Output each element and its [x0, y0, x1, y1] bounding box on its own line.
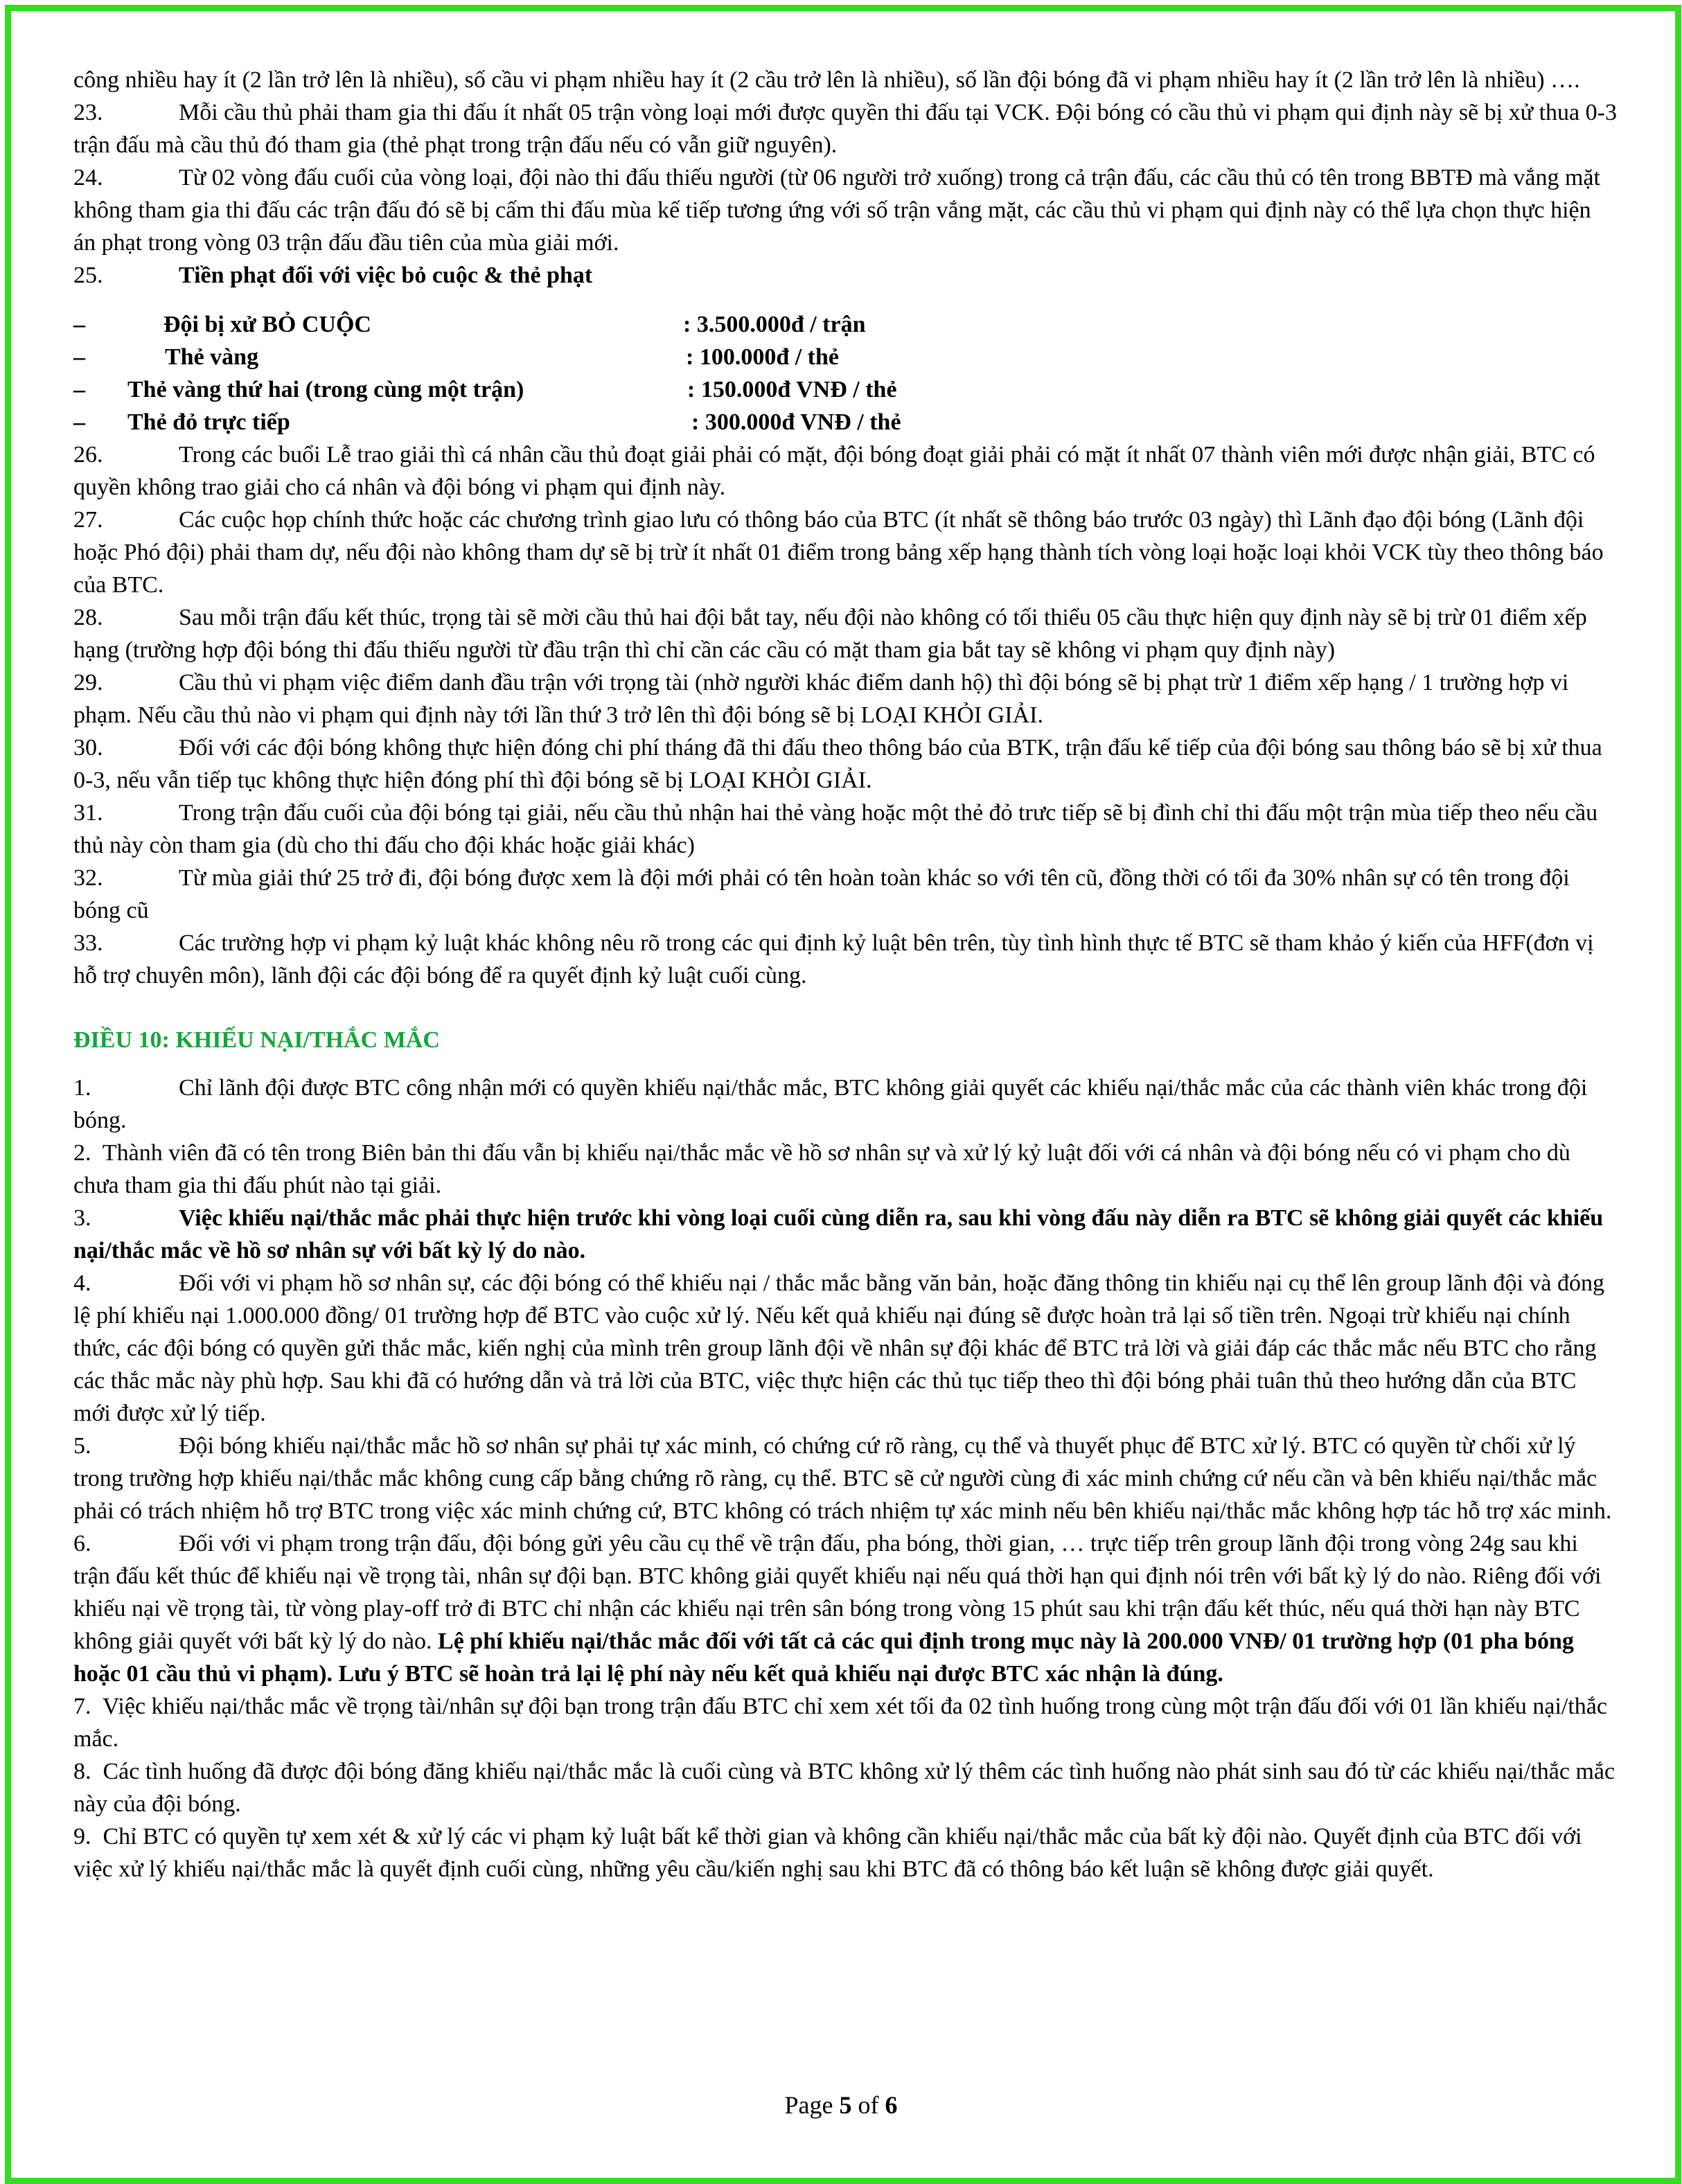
- complaint-9: 9. Chỉ BTC có quyền tự xem xét & xử lý các vi phạm kỷ luật bất kể thời gian và không cần khiếu nại/thắc mắc của bất kỳ đội nào. Quyết định của BTC đối với việc xử lý khiếu nại/thắc mắc là quyết định cuối cùng, những yêu cầu/kiến nghị sau khi BTC đã có thông báo kết luận sẽ không được giải quyết.: [73, 1824, 1582, 1882]
- rule-30: 30. Đối với các đội bóng không thực hiện đóng chi phí tháng đã thi đấu theo thông báo của BTK, trận đấu kế tiếp của đội bóng sau thông báo sẽ bị xử thua 0-3, nếu vẫn tiếp tục không thực hiện đóng phí thì đội bóng sẽ bị LOẠI KHỎI GIẢI.: [73, 735, 1602, 793]
- footer-page-label: Page: [784, 2091, 833, 2119]
- footer-current-page: 5: [839, 2091, 852, 2119]
- complaint-6-fee-note: Lệ phí khiếu nại/thắc mắc đối với tất cả các qui định trong mục này là 200.000 VNĐ/ 01 trường hợp (01 pha bóng hoặc 01 cầu thủ vi phạm). Lưu ý BTC sẽ hoàn trả lại lệ phí này nếu kết quả khiếu nại được BTC xác nhận là đúng.: [73, 1628, 1574, 1687]
- rule-23: 23. Mỗi cầu thủ phải tham gia thi đấu ít nhất 05 trận vòng loại mới được quyền thi đấu tại VCK. Đội bóng có cầu thủ vi phạm qui định này sẽ bị xử thua 0-3 trận đấu mà cầu thủ đó tham gia (thẻ phạt trong trận đấu nếu có vẫn giữ nguyên).: [73, 100, 1617, 158]
- complaint-8: 8. Các tình huống đã được đội bóng đăng khiếu nại/thắc mắc là cuối cùng và BTC không xử lý thêm các tình huống nào phát sinh sau đó từ các khiếu nại/thắc mắc này của đội bóng.: [73, 1759, 1615, 1817]
- fee-list: [73, 308, 1618, 438]
- complaint-5: 5. Đội bóng khiếu nại/thắc mắc hồ sơ nhân sự phải tự xác minh, có chứng cứ rõ ràng, cụ thể và thuyết phục để BTC xử lý. BTC có quyền từ chối xử lý trong trường hợp khiếu nại/thắc mắc không cung cấp bằng chứng rõ ràng, cụ thể. BTC sẽ cử người cùng đi xác minh chứng cứ nếu cần và bên khiếu nại/thắc mắc phải có trách nhiệm hỗ trợ BTC trong việc xác minh chứng cứ, BTC không có trách nhiệm tự xác minh nếu bên khiếu nại/thắc mắc không hợp tác hỗ trợ xác minh.: [73, 1433, 1612, 1524]
- rule-32: 32. Từ mùa giải thứ 25 trở đi, đội bóng được xem là đội mới phải có tên hoàn toàn khác so với tên cũ, đồng thời có tối đa 30% nhân sự có tên trong đội bóng cũ: [73, 865, 1570, 923]
- document-body: [73, 64, 1618, 1885]
- rule-28: 28. Sau mỗi trận đấu kết thúc, trọng tài sẽ mời cầu thủ hai đội bắt tay, nếu đội nào không có tối thiểu 05 cầu thực hiện quy định này sẽ bị trừ 01 điểm xếp hạng (trường hợp đội bóng thi đấu thiếu người từ đầu trận thì chỉ cần các cầu có mặt tham gia bắt tay sẽ không vi phạm quy định này): [73, 605, 1587, 663]
- complaint-1: 1. Chỉ lãnh đội được BTC công nhận mới có quyền khiếu nại/thắc mắc, BTC không giải quyết các khiếu nại/thắc mắc của các thành viên khác trong đội bóng.: [73, 1075, 1588, 1133]
- section-heading: ĐIỀU 10: KHIẾU NẠI/THẮC MẮC: [73, 1027, 440, 1053]
- complaint-4: 4. Đối với vi phạm hồ sơ nhân sự, các đội bóng có thể khiếu nại / thắc mắc bằng văn bản, hoặc đăng thông tin khiếu nại cụ thể lên group lãnh đội và đóng lệ phí khiếu nại 1.000.000 đồng/ 01 trường hợp để BTC vào cuộc xử lý. Nếu kết quả khiếu nại đúng sẽ được hoàn trả lại số tiền trên. Ngoại trừ khiếu nại chính thức, các đội bóng có quyền gửi thắc mắc, kiến nghị của mình trên group lãnh đội về nhân sự đội khác để BTC trả lời và giải đáp các thắc mắc nếu BTC cho rằng các thắc mắc này phù hợp. Sau khi đã có hướng dẫn và trả lời của BTC, việc thực hiện các thủ tục tiếp theo thì đội bóng phải tuân thủ theo hướng dẫn của BTC mới được xử lý tiếp.: [73, 1270, 1605, 1426]
- complaint-7: 7. Việc khiếu nại/thắc mắc về trọng tài/nhân sự đội bạn trong trận đấu BTC chỉ xem xét tối đa 02 tình huống trong cùng một trận đấu đối với 01 lần khiếu nại/thắc mắc.: [73, 1694, 1607, 1752]
- rule-29: 29. Cầu thủ vi phạm việc điểm danh đầu trận với trọng tài (nhờ người khác điểm danh hộ) thì đội bóng sẽ bị phạt trừ 1 điểm xếp hạng / 1 trường hợp vi phạm. Nếu cầu thủ nào vi phạm qui định này tới lần thứ 3 trở lên thì đội bóng sẽ bị LOẠI KHỎI GIẢI.: [73, 670, 1569, 728]
- page-footer: [0, 2090, 1682, 2120]
- complaint-3: 3. Việc khiếu nại/thắc mắc phải thực hiện trước khi vòng loại cuối cùng diễn ra, sau khi vòng đấu này diễn ra BTC sẽ không giải quyết các khiếu nại/thắc mắc về hồ sơ nhân sự với bất kỳ lý do nào.: [73, 1205, 1604, 1263]
- complaint-6: 6. Đối với vi phạm trong trận đấu, đội bóng gửi yêu cầu cụ thể về trận đấu, pha bóng, thời gian, … trực tiếp trên group lãnh đội trong vòng 24g sau khi trận đấu kết thúc để khiếu nại về trọng tài, nhân sự đội bạn. BTC không giải quyết khiếu nại nếu quá thời hạn qui định nói trên với bất kỳ lý do nào. Riêng đối với khiếu nại về trọng tài, từ vòng play-off trở đi BTC chỉ nhận các khiếu nại trên sân bóng trong vòng 15 phút sau khi trận đấu kết thúc, nếu quá thời hạn này BTC không giải quyết với bất kỳ lý do nào. Lệ phí khiếu nại/thắc mắc đối với tất cả các qui định trong mục này là 200.000 VNĐ/ 01 trường hợp (01 pha bóng hoặc 01 cầu thủ vi phạm). Lưu ý BTC sẽ hoàn trả lại lệ phí này nếu kết quả khiếu nại được BTC xác nhận là đúng.: [73, 1531, 1602, 1687]
- fee-row-red: – Thẻ đỏ trực tiếp : 300.000đ VNĐ / thẻ: [73, 409, 901, 435]
- fee-row-second-yellow: – Thẻ vàng thứ hai (trong cùng một trận) : 150.000đ VNĐ / thẻ: [73, 377, 897, 402]
- footer-of: of: [858, 2091, 879, 2119]
- intro-paragraph: công nhiều hay ít (2 lần trở lên là nhiều), số cầu vi phạm nhiều hay ít (2 cầu trở lên là nhiều), số lần đội bóng đã vi phạm nhiều hay ít (2 lần trở lên là nhiều) ….: [73, 67, 1580, 93]
- rule-25: 25. Tiền phạt đối với việc bỏ cuộc & thẻ phạt: [73, 263, 593, 288]
- footer-total-pages: 6: [885, 2091, 898, 2119]
- rule-27: 27. Các cuộc họp chính thức hoặc các chương trình giao lưu có thông báo của BTC (ít nhất sẽ thông báo trước 03 ngày) thì Lãnh đạo đội bóng (Lãnh đội hoặc Phó đội) phải tham dự, nếu đội nào không tham dự sẽ bị trừ ít nhất 01 điểm trong bảng xếp hạng thành tích vòng loại hoặc loại khỏi VCK tùy theo thông báo của BTC.: [73, 507, 1604, 598]
- fee-row-yellow: – Thẻ vàng : 100.000đ / thẻ: [73, 344, 839, 370]
- rule-26: 26. Trong các buổi Lễ trao giải thì cá nhân cầu thủ đoạt giải phải có mặt, đội bóng đoạt giải phải có mặt ít nhất 07 thành viên mới được nhận giải, BTC có quyền không trao giải cho cá nhân và đội bóng vi phạm qui định này.: [73, 442, 1595, 500]
- complaint-2: 2. Thành viên đã có tên trong Biên bản thi đấu vẫn bị khiếu nại/thắc mắc về hồ sơ nhân sự và xử lý kỷ luật đối với cá nhân và đội bóng nếu có vi phạm cho dù chưa tham gia thi đấu phút nào tại giải.: [73, 1140, 1570, 1198]
- rule-24: 24. Từ 02 vòng đấu cuối của vòng loại, đội nào thi đấu thiếu người (từ 06 người trở xuống) trong cả trận đấu, các cầu thủ có tên trong BBTĐ mà vắng mặt không tham gia thi đấu các trận đấu đó sẽ bị cấm thi đấu mùa kế tiếp tương ứng với số trận vắng mặt, các cầu thủ vi phạm qui định này có thể lựa chọn thực hiện án phạt trong vòng 03 trận đấu đầu tiên của mùa giải mới.: [73, 165, 1600, 256]
- fee-row-forfeit: – Đội bị xử BỎ CUỘC : 3.500.000đ / trận: [73, 312, 866, 337]
- rule-33: 33. Các trường hợp vi phạm kỷ luật khác không nêu rõ trong các qui định kỷ luật bên trên, tùy tình hình thực tế BTC sẽ tham khảo ý kiến của HFF(đơn vị hỗ trợ chuyên môn), lãnh đội các đội bóng để ra quyết định kỷ luật cuối cùng.: [73, 930, 1594, 988]
- rule-31: 31. Trong trận đấu cuối của đội bóng tại giải, nếu cầu thủ nhận hai thẻ vàng hoặc một thẻ đỏ trưc tiếp sẽ bị đình chỉ thi đấu một trận mùa tiếp theo nếu cầu thủ này còn tham gia (dù cho thi đấu cho đội khác hoặc giải khác): [73, 800, 1598, 858]
